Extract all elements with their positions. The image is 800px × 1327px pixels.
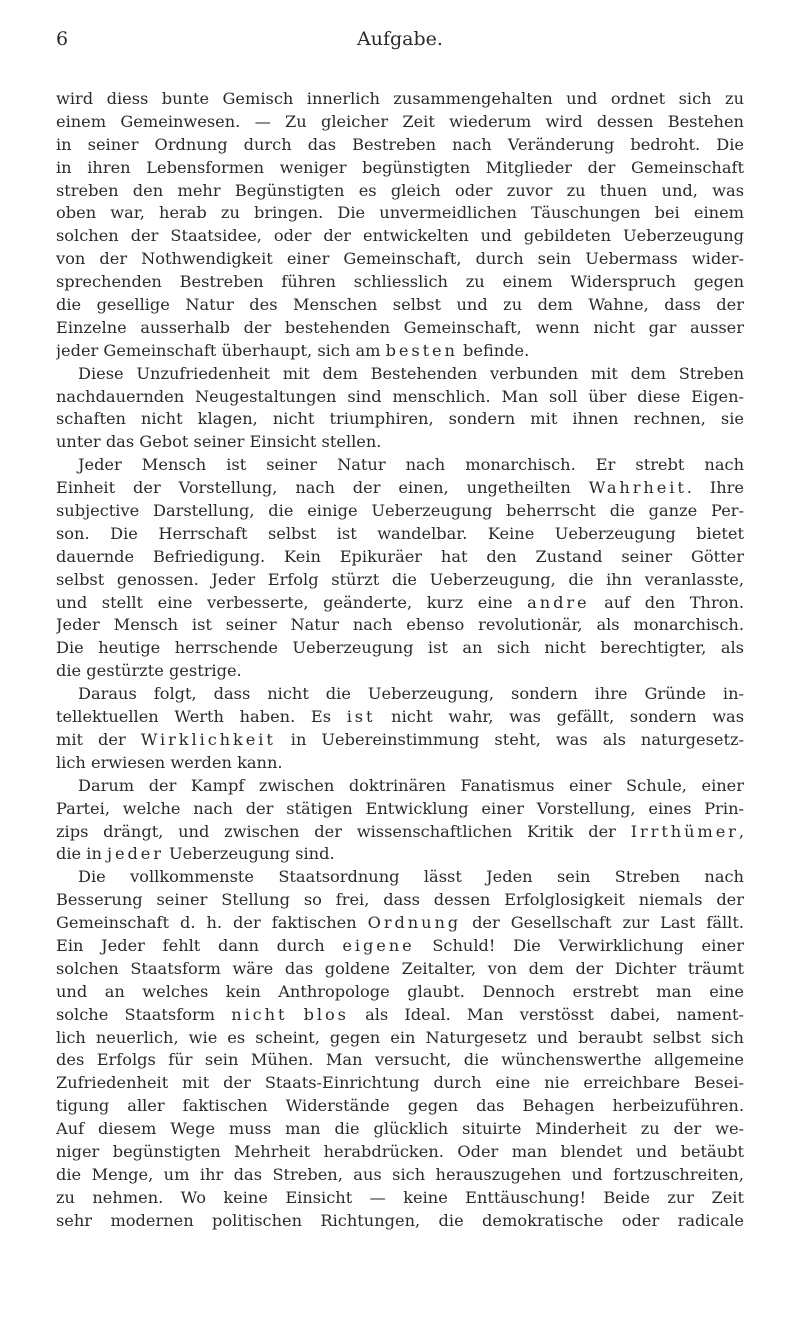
text-segment: zu nehmen. Wo keine Einsicht — keine Enttäuschung! Beide zur Zeit	[56, 1187, 744, 1207]
text-segment: zips drängt, und zwischen der wissenschaftlichen Kritik der	[56, 821, 631, 841]
text-line	[56, 386, 744, 409]
text-segment: befinde.	[457, 340, 530, 360]
page-header	[56, 22, 744, 62]
text-line	[56, 1027, 744, 1050]
text-line	[56, 408, 744, 431]
text-line	[56, 683, 744, 706]
text-line	[56, 180, 744, 203]
text-line	[56, 1004, 744, 1027]
text-line	[56, 889, 744, 912]
text-segment: schaften nicht klagen, nicht triumphiren, sondern mit ihnen rechnen, sie	[56, 409, 744, 429]
text-line	[56, 317, 744, 340]
text-segment: Besserung seiner Stellung so frei, dass dessen Erfolglosigkeit niemals der	[56, 890, 744, 910]
text-line	[56, 1141, 744, 1164]
text-line	[56, 1187, 744, 1210]
text-line	[56, 866, 744, 889]
text-line	[56, 752, 744, 775]
text-line	[56, 775, 744, 798]
text-line	[56, 454, 744, 477]
book-page	[56, 22, 744, 1233]
text-segment: einem Gemeinwesen. — Zu gleicher Zeit wiederum wird dessen Bestehen	[56, 111, 744, 131]
text-segment: Daraus folgt, dass nicht die Ueberzeugung, sondern ihre Gründe in-	[78, 684, 744, 704]
text-segment: in Uebereinstimmung steht, was als naturgesetz-	[275, 729, 744, 749]
text-line	[56, 111, 744, 134]
text-line	[56, 935, 744, 958]
text-line	[56, 958, 744, 981]
emphasized-word: Wirklichkeit	[140, 729, 276, 749]
text-line	[56, 477, 744, 500]
emphasized-word: Wahrheit	[588, 478, 687, 498]
text-segment: mit der	[56, 729, 141, 749]
text-line	[56, 134, 744, 157]
text-segment: Jeder Mensch ist seiner Natur nach monarchisch. Er strebt nach	[78, 455, 744, 475]
paragraph	[56, 454, 744, 683]
text-segment: selbst genossen. Jeder Erfolg stürzt die Ueberzeugung, die ihn veranlasste,	[56, 569, 744, 589]
paragraph	[56, 683, 744, 775]
text-segment: streben den mehr Begünstigten es gleich oder zuvor zu thuen und, was	[56, 180, 744, 200]
text-segment: in ihren Lebensformen weniger begünstigten Mitglieder der Gemeinschaft	[56, 157, 744, 177]
text-segment: tellektuellen Werth haben. Es	[56, 707, 347, 727]
text-segment: lich neuerlich, wie es scheint, gegen ein Naturgesetz und beraubt selbst sich	[56, 1027, 744, 1047]
emphasized-word: Irrthümer	[630, 821, 739, 841]
emphasized-word: eigene	[342, 935, 415, 955]
text-segment: sehr modernen politischen Richtungen, die demokratische oder radicale	[56, 1210, 744, 1230]
text-segment: die Menge, um ihr das Streben, aus sich herauszugehen und fortzuschreiten,	[56, 1164, 744, 1184]
text-segment: auf den Thron.	[589, 592, 744, 612]
text-segment: niger begünstigten Mehrheit herabdrücken. Oder man blendet und betäubt	[56, 1141, 744, 1161]
text-segment: des Erfolgs für sein Mühen. Man versucht, die wünchenswerthe allgemeine	[56, 1050, 744, 1070]
paragraph	[56, 88, 744, 363]
body-text	[56, 88, 744, 1233]
paragraph	[56, 775, 744, 867]
text-line	[56, 821, 744, 844]
text-segment: nachdauernden Neugestaltungen sind menschlich. Man soll über diese Eigen-	[56, 386, 744, 406]
text-line	[56, 706, 744, 729]
text-line	[56, 88, 744, 111]
text-segment: als Ideal. Man verstösst dabei, nament-	[348, 1004, 744, 1024]
text-line	[56, 1072, 744, 1095]
text-line	[56, 431, 744, 454]
text-line	[56, 523, 744, 546]
emphasized-word: ist	[346, 707, 376, 727]
text-line	[56, 569, 744, 592]
emphasized-word: nicht	[231, 1004, 288, 1024]
text-line	[56, 157, 744, 180]
text-segment: solchen Staatsform wäre das goldene Zeitalter, von dem der Dichter träumt	[56, 958, 744, 978]
text-line	[56, 248, 744, 271]
text-segment: in seiner Ordnung durch das Bestreben nach Veränderung bedroht. Die	[56, 134, 744, 154]
running-title: Aufgabe.	[357, 28, 443, 50]
text-segment: nicht wahr, was gefällt, sondern was	[375, 707, 744, 727]
text-segment: und stellt eine verbesserte, geänderte, kurz eine	[56, 592, 528, 612]
text-line	[56, 843, 744, 866]
text-line	[56, 912, 744, 935]
text-line	[56, 1049, 744, 1072]
text-segment: Diese Unzufriedenheit mit dem Bestehenden verbunden mit dem Streben	[78, 363, 744, 383]
text-segment: die gestürzte gestrige.	[56, 661, 242, 681]
text-segment: Die vollkommenste Staatsordnung lässt Jeden sein Streben nach	[78, 867, 744, 887]
text-line	[56, 1164, 744, 1187]
text-line	[56, 500, 744, 523]
emphasized-word: Ordnung	[367, 913, 462, 933]
text-segment: Gemeinschaft d. h. der faktischen	[56, 913, 368, 933]
paragraph	[56, 363, 744, 455]
text-segment: Schuld! Die Verwirklichung einer	[414, 935, 744, 955]
text-segment: wird diess bunte Gemisch innerlich zusammengehalten und ordnet sich zu	[56, 89, 744, 108]
text-segment: jeder Gemeinschaft überhaupt, sich am	[56, 340, 386, 360]
text-segment: Darum der Kampf zwischen doktrinären Fanatismus einer Schule, einer	[78, 775, 744, 795]
paragraph	[56, 866, 744, 1232]
text-segment: oben war, herab zu bringen. Die unvermeidlichen Täuschungen bei einem	[56, 203, 744, 223]
text-line	[56, 202, 744, 225]
text-line	[56, 614, 744, 637]
text-segment: tigung aller faktischen Widerstände gegen das Behagen herbeizuführen.	[56, 1096, 744, 1116]
text-segment: ,	[738, 821, 744, 841]
text-line	[56, 225, 744, 248]
emphasized-word: blos	[303, 1004, 349, 1024]
page-number: 6	[56, 28, 69, 50]
text-segment: solche Staatsform	[56, 1004, 232, 1024]
text-line	[56, 798, 744, 821]
text-segment: son. Die Herrschaft selbst ist wandelbar. Keine Ueberzeugung bietet	[56, 523, 744, 543]
text-line	[56, 660, 744, 683]
text-segment: unter das Gebot seiner Einsicht stellen.	[56, 432, 382, 452]
text-segment: Ueberzeugung sind.	[163, 844, 335, 864]
text-segment: dauernde Befriedigung. Kein Epikuräer hat den Zustand seiner Götter	[56, 546, 744, 566]
text-segment: Einzelne ausserhalb der bestehenden Gemeinschaft, wenn nicht gar ausser	[56, 317, 744, 337]
text-line	[56, 363, 744, 386]
text-line	[56, 294, 744, 317]
text-segment: und an welches kein Anthropologe glaubt. Dennoch erstrebt man eine	[56, 981, 744, 1001]
text-segment: Einheit der Vorstellung, nach der einen, ungetheilten	[56, 478, 589, 498]
emphasized-word: jeder	[107, 844, 164, 864]
text-segment: von der Nothwendigkeit einer Gemeinschaft, durch sein Uebermass wider-	[56, 249, 744, 269]
text-segment: sprechenden Bestreben führen schliesslich zu einem Widerspruch gegen	[56, 272, 744, 292]
text-line	[56, 340, 744, 363]
text-line	[56, 981, 744, 1004]
text-line	[56, 546, 744, 569]
text-line	[56, 271, 744, 294]
text-line	[56, 637, 744, 660]
text-segment: subjective Darstellung, die einige Ueberzeugung beherrscht die ganze Per-	[56, 501, 744, 521]
text-segment: . Ihre	[686, 478, 744, 498]
text-segment: die gesellige Natur des Menschen selbst und zu dem Wahne, dass der	[56, 295, 744, 315]
text-line	[56, 729, 744, 752]
text-segment: Jeder Mensch ist seiner Natur nach ebenso revolutionär, als monarchisch.	[56, 615, 744, 635]
text-segment: Zufriedenheit mit der Staats-Einrichtung durch eine nie erreichbare Besei-	[56, 1073, 744, 1093]
text-segment: der Gesellschaft zur Last fällt.	[461, 913, 744, 933]
emphasized-word: besten	[385, 340, 458, 360]
emphasized-word: andre	[527, 592, 590, 612]
text-segment: lich erwiesen werden kann.	[56, 752, 283, 772]
text-segment: die in	[56, 844, 108, 864]
text-segment: Partei, welche nach der stätigen Entwicklung einer Vorstellung, eines Prin-	[56, 798, 744, 818]
text-line	[56, 592, 744, 615]
text-line	[56, 1118, 744, 1141]
text-segment: Ein Jeder fehlt dann durch	[56, 935, 343, 955]
text-segment: Die heutige herrschende Ueberzeugung ist an sich nicht berechtigter, als	[56, 638, 744, 658]
text-segment	[287, 1005, 303, 1024]
text-line	[56, 1210, 744, 1233]
text-line	[56, 1095, 744, 1118]
text-segment: solchen der Staatsidee, oder der entwickelten und gebildeten Ueberzeugung	[56, 226, 744, 246]
text-segment: Auf diesem Wege muss man die glücklich situirte Minderheit zu der we-	[56, 1119, 744, 1139]
